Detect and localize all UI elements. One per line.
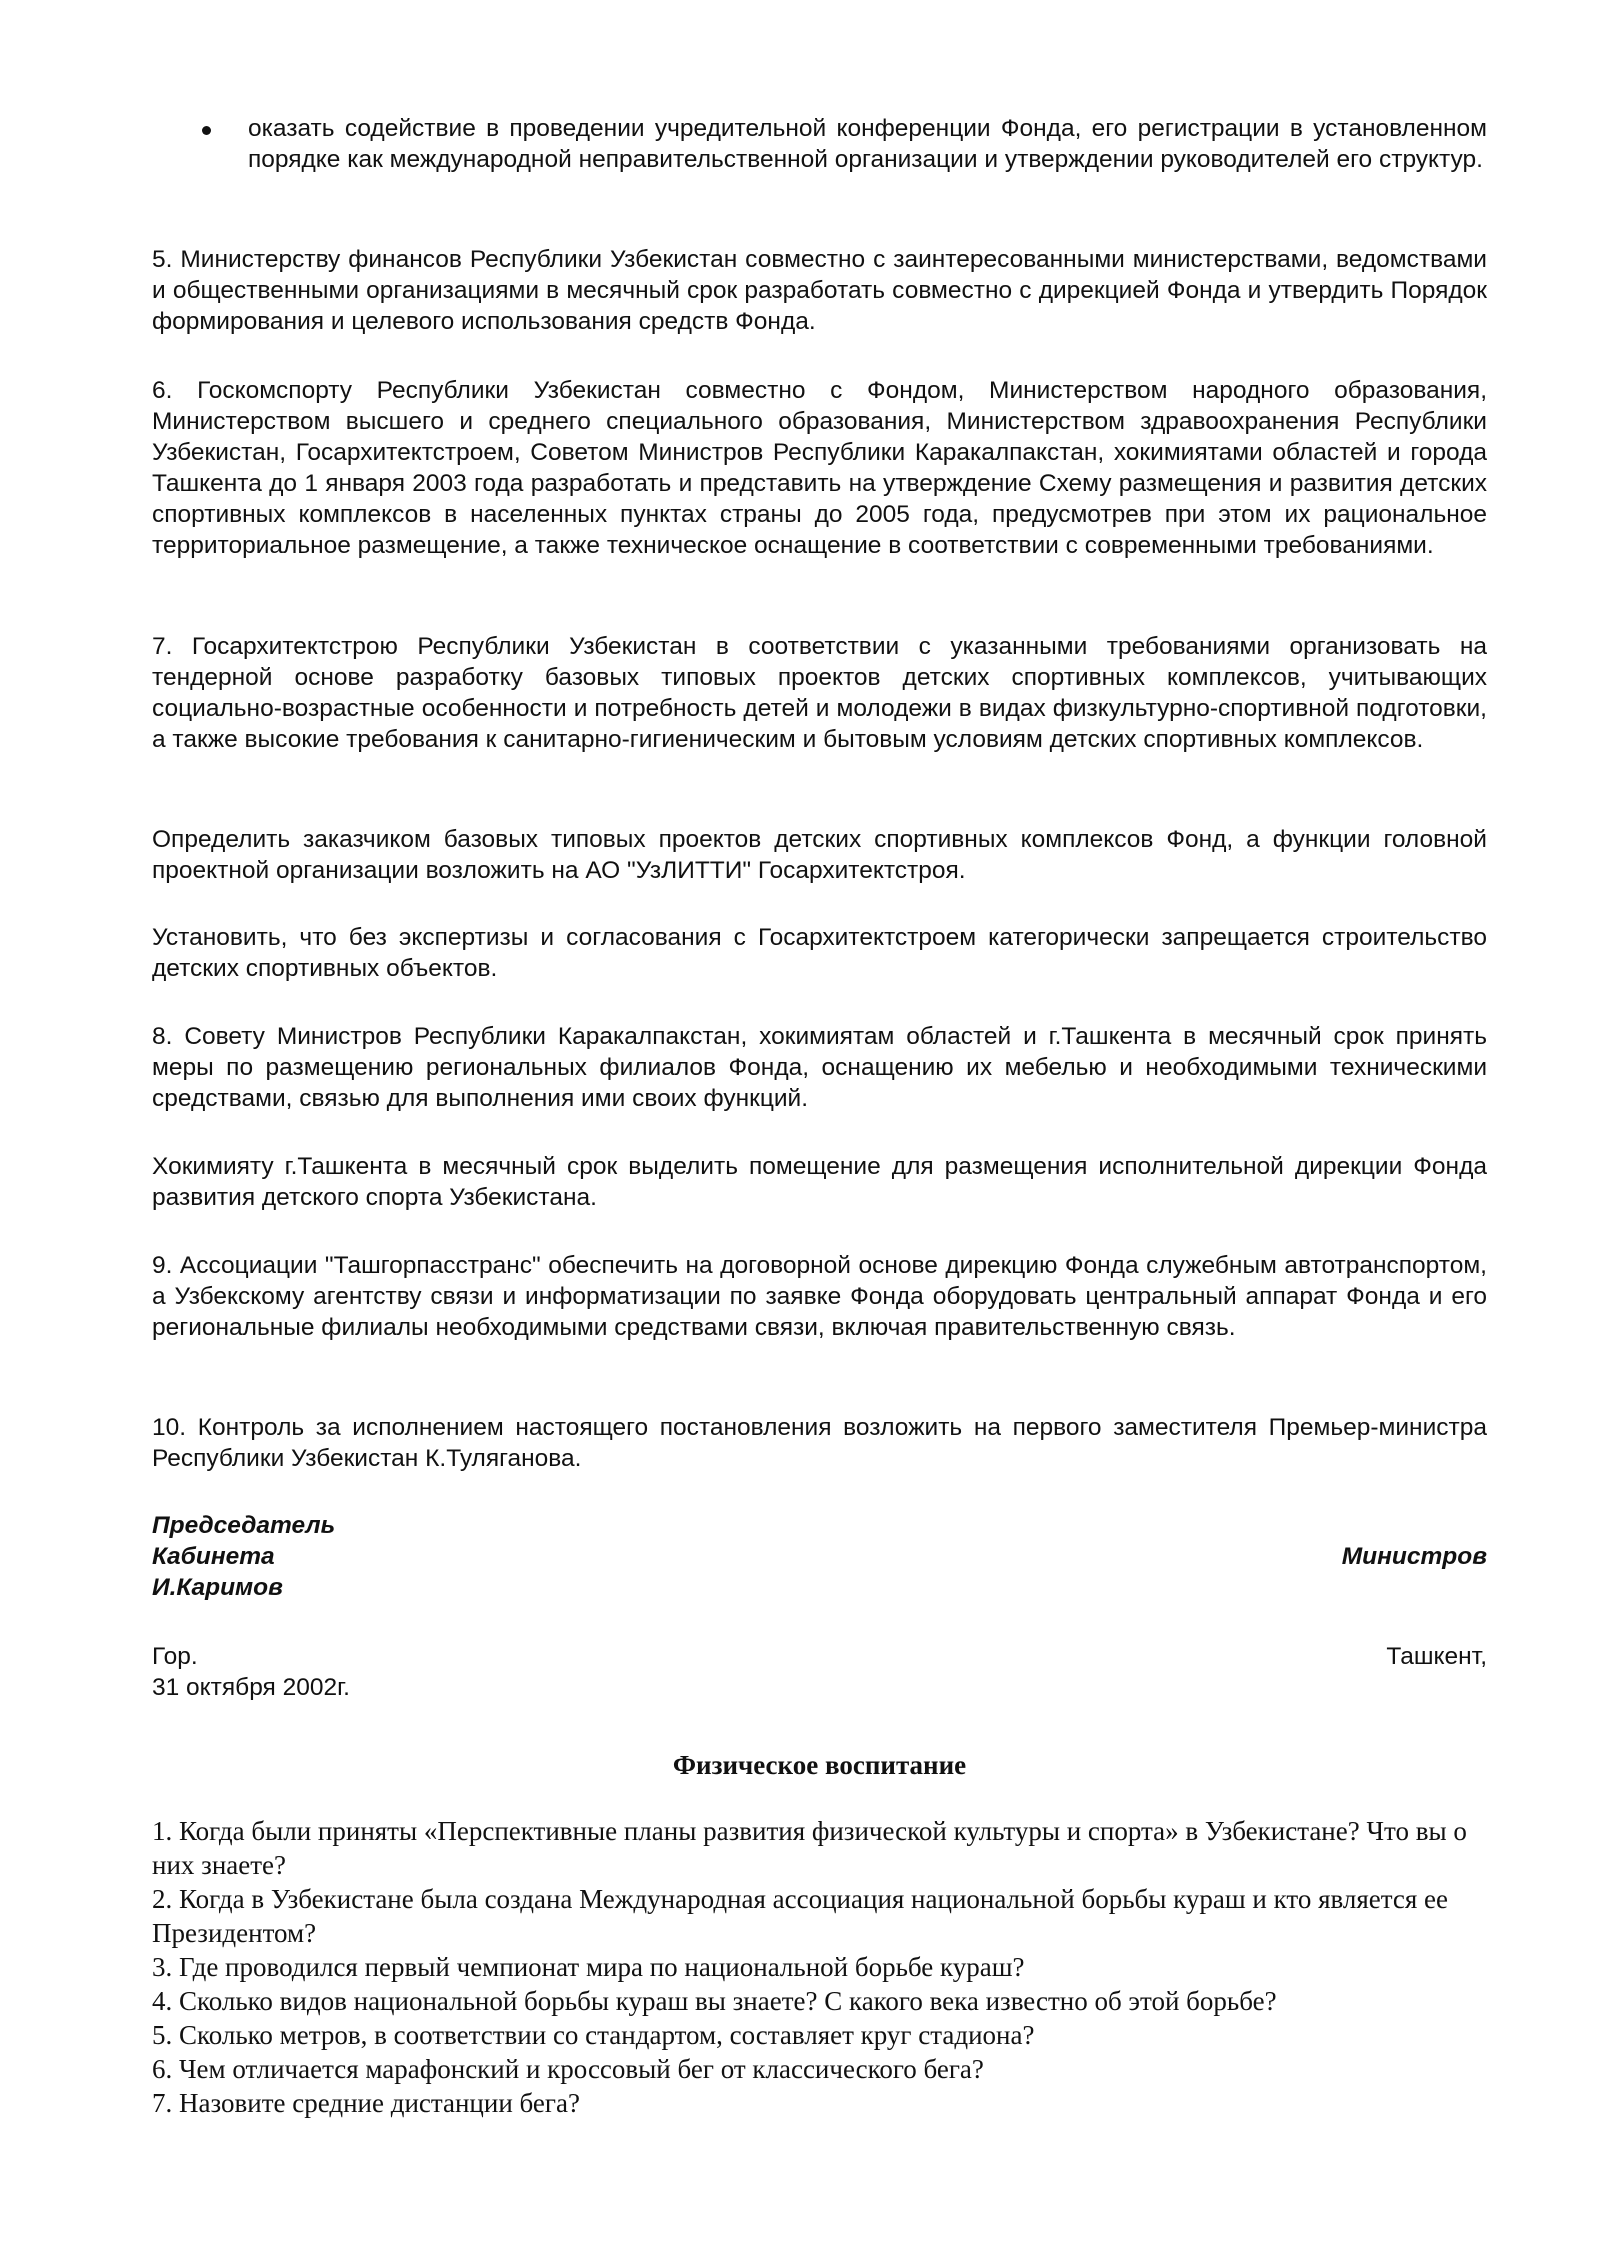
place-city-prefix: Гор. xyxy=(152,1643,198,1670)
bullet-text: оказать содействие в проведении учредительной конференции Фонда, его регистрации в установленном порядке как международной неправительственной организации и утверждении руководителей его структур. xyxy=(248,115,1487,173)
signature-cabinet: Кабинета xyxy=(152,1543,275,1570)
section-title: Физическое воспитание xyxy=(672,1750,967,1780)
question-item: 2. Когда в Узбекистане была создана Международная ассоциация национальной борьбы кураш и кто является ее Президентом? xyxy=(152,1884,1449,1948)
paragraph-8: 8. Совету Министров Республики Каракалпакстан, хокимиятам областей и г.Ташкента в месячный срок принять меры по размещению региональных филиалов Фонда, оснащению их мебелью и необходимыми техническими средствами, связью для выполнения ими своих функций. xyxy=(152,1023,1487,1112)
question-item: 3. Где проводился первый чемпионат мира по национальной борьбе кураш? xyxy=(152,1952,1025,1982)
question-item: 7. Назовите средние дистанции бега? xyxy=(152,2088,580,2118)
question-item: 1. Когда были приняты «Перспективные планы развития физической культуры и спорта» в Узбекистане? Что вы о них знаете? xyxy=(152,1816,1467,1880)
paragraph-7-expertise: Установить, что без экспертизы и согласования с Госархитектстроем категорически запрещается строительство детских спортивных объектов. xyxy=(152,924,1487,982)
place-city: Ташкент, xyxy=(1386,1643,1487,1670)
paragraph-8-tashkent: Хокимияту г.Ташкента в месячный срок выделить помещение для размещения исполнительной дирекции Фонда развития детского спорта Узбекистана. xyxy=(152,1153,1487,1211)
question-item: 6. Чем отличается марафонский и кроссовый бег от классического бега? xyxy=(152,2054,984,2084)
signature-chairman: Председатель xyxy=(152,1512,336,1539)
paragraph-7-customer: Определить заказчиком базовых типовых проектов детских спортивных комплексов Фонд, а функции головной проектной организации возложить на АО "УзЛИТТИ" Госархитектстроя. xyxy=(152,826,1487,884)
signature-name: И.Каримов xyxy=(152,1574,283,1601)
paragraph-10: 10. Контроль за исполнением настоящего постановления возложить на первого заместителя Премьер-министра Республики Узбекистан К.Туляганова. xyxy=(152,1414,1487,1472)
document-date: 31 октября 2002г. xyxy=(152,1674,350,1701)
bullet-marker xyxy=(202,126,211,135)
question-item: 5. Сколько метров, в соответствии со стандартом, составляет круг стадиона? xyxy=(152,2020,1035,2050)
paragraph-7: 7. Госархитектстрою Республики Узбекистан в соответствии с указанными требованиями организовать на тендерной основе разработку базовых типовых проектов детских спортивных комплексов, учитывающих социально-возрастные особенности и потребность детей и молодежи в видах физкультурно-спортивной подготовки, а также высокие требования к санитарно-гигиеническим и бытовым условиям детских спортивных комплексов. xyxy=(152,633,1487,753)
question-item: 4. Сколько видов национальной борьбы кураш вы знаете? С какого века известно об этой борьбе? xyxy=(152,1986,1277,2016)
question-list xyxy=(152,1814,1487,2120)
paragraph-6: 6. Госкомспорту Республики Узбекистан совместно с Фондом, Министерством народного образования, Министерством высшего и среднего специального образования, Министерством здравоохранения Республики Узбекистан, Госархитектстроем, Советом Министров Республики Каракалпакстан, хокимиятами областей и города Ташкента до 1 января 2003 года разработать и представить на утверждение Схему размещения и развития детских спортивных комплексов в населенных пунктах страны до 2005 года, предусмотрев при этом их рациональное территориальное размещение, а также техническое оснащение в соответствии с современными требованиями. xyxy=(152,377,1487,559)
paragraph-9: 9. Ассоциации "Ташгорпасстранс" обеспечить на договорной основе дирекцию Фонда служебным автотранспортом, а Узбекскому агентству связи и информатизации по заявке Фонда оборудовать центральный аппарат Фонда и его региональные филиалы необходимыми средствами связи, включая правительственную связь. xyxy=(152,1252,1487,1341)
signature-ministers: Министров xyxy=(1341,1543,1487,1570)
paragraph-5: 5. Министерству финансов Республики Узбекистан совместно с заинтересованными министерствами, ведомствами и общественными организациями в месячный срок разработать совместно с дирекцией Фонда и утвердить Порядок формирования и целевого использования средств Фонда. xyxy=(152,246,1487,335)
